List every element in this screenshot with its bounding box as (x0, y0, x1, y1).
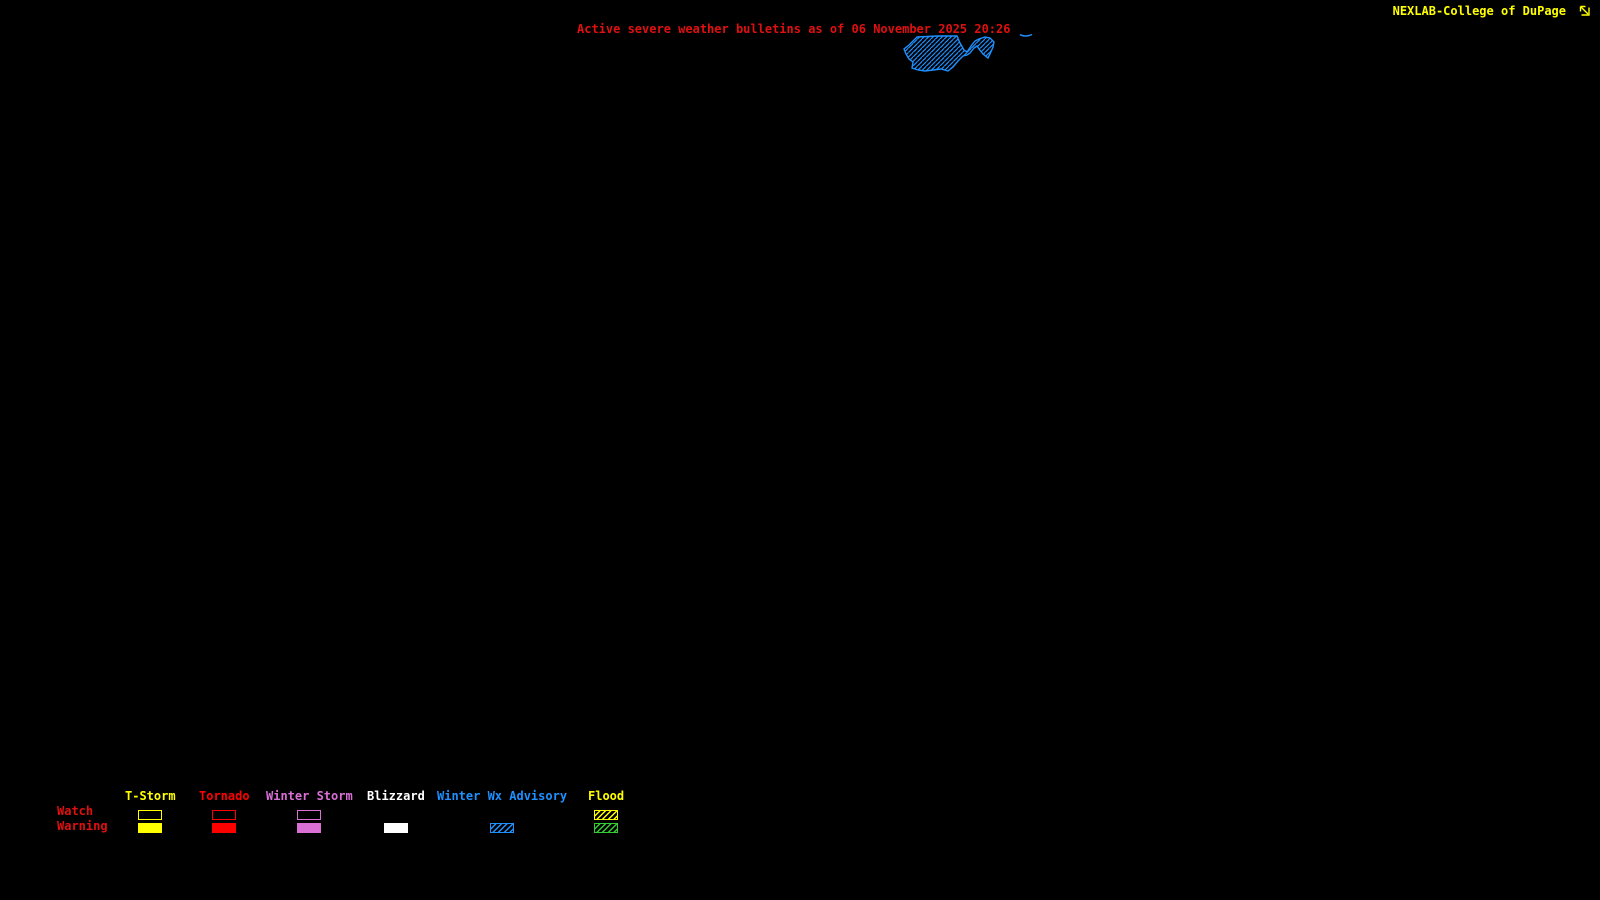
legend-swatch-warning-fill (138, 823, 162, 833)
legend-swatch-warning-fill (212, 823, 236, 833)
legend-column-flood (588, 790, 624, 833)
legend-swatch-watch-outline (297, 810, 321, 820)
legend-column-tornado (199, 790, 250, 833)
legend-column-header: Blizzard (367, 789, 425, 803)
legend-swatch-watch-outline (212, 810, 236, 820)
legend-row-label-watch: Watch (57, 804, 94, 818)
legend-swatch-watch-outline (138, 810, 162, 820)
legend-column-t-storm (125, 790, 176, 833)
legend-swatch-warning-hatch (490, 823, 514, 833)
legend-row-label-warning: Warning (57, 819, 108, 833)
legend-column-header: Tornado (199, 789, 250, 803)
legend-swatch-warning-hatch (594, 823, 618, 833)
legend-column-blizzard (367, 790, 425, 833)
legend-column-header: Winter Storm (266, 789, 353, 803)
legend-column-winter-wx-advisory (437, 790, 567, 833)
legend-column-winter-storm (266, 790, 353, 833)
legend-column-header: T-Storm (125, 789, 176, 803)
legend-swatch-watch-hatch (594, 810, 618, 820)
legend-swatch-warning-fill (297, 823, 321, 833)
page-title: Active severe weather bulletins as of 06 November 2025 20:26 (577, 22, 1011, 36)
brand-label: NEXLAB-College of DuPage (1392, 3, 1566, 18)
legend-column-header: Winter Wx Advisory (437, 789, 568, 803)
legend-column-header: Flood (588, 789, 625, 803)
legend-swatch-warning-fill (384, 823, 408, 833)
